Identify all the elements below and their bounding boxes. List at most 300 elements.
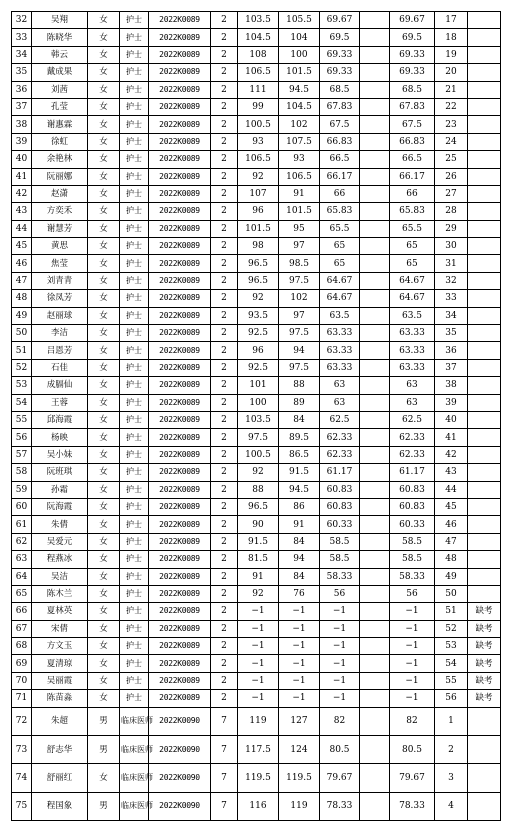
gender-cell: 男 — [88, 736, 120, 764]
table-row — [12, 446, 501, 463]
written-score-cell: 100 — [238, 394, 279, 411]
remark-cell — [468, 707, 501, 735]
final-score-cell: 63.33 — [390, 359, 435, 376]
final-score-cell: 64.67 — [390, 272, 435, 289]
extra-score-cell — [360, 707, 390, 735]
gender-cell: 女 — [88, 255, 120, 272]
table-row — [12, 185, 501, 202]
table-row — [12, 464, 501, 481]
recruit-count-cell: 2 — [211, 255, 238, 272]
extra-score-cell — [360, 12, 390, 29]
position-cell: 护士 — [120, 272, 149, 289]
combined-score-cell: 68.5 — [320, 81, 360, 98]
table-body — [12, 12, 501, 821]
written-score-cell: 103.5 — [238, 411, 279, 428]
interview-score-cell: 89.5 — [279, 429, 320, 446]
position-code-cell: 2022K0090 — [149, 707, 211, 735]
position-code-cell: 2022K0089 — [149, 551, 211, 568]
candidate-name-cell: 吴爱元 — [32, 533, 88, 550]
extra-score-cell — [360, 464, 390, 481]
rank-cell: 41 — [435, 429, 468, 446]
combined-score-cell: −1 — [320, 655, 360, 672]
position-code-cell: 2022K0089 — [149, 220, 211, 237]
recruit-count-cell: 7 — [211, 764, 238, 792]
gender-cell: 女 — [88, 764, 120, 792]
row-number-cell: 54 — [12, 394, 32, 411]
position-cell: 护士 — [120, 446, 149, 463]
written-score-cell: 106.5 — [238, 151, 279, 168]
final-score-cell: 60.83 — [390, 498, 435, 515]
gender-cell: 女 — [88, 133, 120, 150]
written-score-cell: −1 — [238, 620, 279, 637]
remark-cell — [468, 516, 501, 533]
table-row — [12, 707, 501, 735]
rank-cell: 38 — [435, 377, 468, 394]
combined-score-cell: 66 — [320, 185, 360, 202]
combined-score-cell: 62.5 — [320, 411, 360, 428]
position-cell: 护士 — [120, 516, 149, 533]
interview-score-cell: 94 — [279, 551, 320, 568]
position-code-cell: 2022K0089 — [149, 377, 211, 394]
rank-cell: 18 — [435, 29, 468, 46]
position-code-cell: 2022K0089 — [149, 394, 211, 411]
written-score-cell: 100.5 — [238, 116, 279, 133]
final-score-cell: 80.5 — [390, 736, 435, 764]
remark-cell: 缺考 — [468, 690, 501, 707]
gender-cell: 女 — [88, 568, 120, 585]
table-row — [12, 394, 501, 411]
remark-cell — [468, 736, 501, 764]
remark-cell — [468, 64, 501, 81]
interview-score-cell: 104 — [279, 29, 320, 46]
recruit-count-cell: 2 — [211, 81, 238, 98]
table-row — [12, 290, 501, 307]
rank-cell: 1 — [435, 707, 468, 735]
position-code-cell: 2022K0089 — [149, 46, 211, 63]
table-row — [12, 411, 501, 428]
remark-cell — [468, 12, 501, 29]
row-number-cell: 65 — [12, 585, 32, 602]
interview-score-cell: 107.5 — [279, 133, 320, 150]
final-score-cell: 62.33 — [390, 429, 435, 446]
candidate-name-cell: 徐凤芳 — [32, 290, 88, 307]
extra-score-cell — [360, 255, 390, 272]
interview-score-cell: 94.5 — [279, 81, 320, 98]
position-cell: 临床医师 — [120, 707, 149, 735]
combined-score-cell: 80.5 — [320, 736, 360, 764]
position-cell: 护士 — [120, 498, 149, 515]
position-cell: 护士 — [120, 238, 149, 255]
extra-score-cell — [360, 736, 390, 764]
position-cell: 护士 — [120, 620, 149, 637]
position-code-cell: 2022K0089 — [149, 655, 211, 672]
candidate-name-cell: 孙霜 — [32, 481, 88, 498]
interview-score-cell: −1 — [279, 603, 320, 620]
position-cell: 护士 — [120, 290, 149, 307]
recruit-count-cell: 2 — [211, 603, 238, 620]
candidate-name-cell: 吴洁 — [32, 568, 88, 585]
position-code-cell: 2022K0089 — [149, 98, 211, 115]
row-number-cell: 73 — [12, 736, 32, 764]
row-number-cell: 75 — [12, 792, 32, 820]
interview-score-cell: 119 — [279, 792, 320, 820]
combined-score-cell: 67.5 — [320, 116, 360, 133]
final-score-cell: 65.5 — [390, 220, 435, 237]
position-cell: 护士 — [120, 359, 149, 376]
written-score-cell: 103.5 — [238, 12, 279, 29]
written-score-cell: 116 — [238, 792, 279, 820]
position-code-cell: 2022K0089 — [149, 203, 211, 220]
extra-score-cell — [360, 481, 390, 498]
recruit-count-cell: 2 — [211, 672, 238, 689]
position-code-cell: 2022K0089 — [149, 151, 211, 168]
row-number-cell: 43 — [12, 203, 32, 220]
gender-cell: 女 — [88, 203, 120, 220]
combined-score-cell: −1 — [320, 690, 360, 707]
rank-cell: 29 — [435, 220, 468, 237]
gender-cell: 女 — [88, 325, 120, 342]
interview-score-cell: 97 — [279, 307, 320, 324]
combined-score-cell: 66.5 — [320, 151, 360, 168]
gender-cell: 女 — [88, 498, 120, 515]
table-row — [12, 29, 501, 46]
table-row — [12, 533, 501, 550]
recruit-count-cell: 2 — [211, 116, 238, 133]
gender-cell: 女 — [88, 377, 120, 394]
written-score-cell: 96.5 — [238, 255, 279, 272]
extra-score-cell — [360, 394, 390, 411]
gender-cell: 女 — [88, 551, 120, 568]
recruit-count-cell: 2 — [211, 272, 238, 289]
final-score-cell: 62.33 — [390, 446, 435, 463]
remark-cell — [468, 533, 501, 550]
recruit-count-cell: 2 — [211, 429, 238, 446]
written-score-cell: 91 — [238, 568, 279, 585]
candidate-name-cell: 谢慧芳 — [32, 220, 88, 237]
position-cell: 护士 — [120, 342, 149, 359]
written-score-cell: 93.5 — [238, 307, 279, 324]
written-score-cell: 119.5 — [238, 764, 279, 792]
position-code-cell: 2022K0089 — [149, 672, 211, 689]
interview-score-cell: 94.5 — [279, 481, 320, 498]
written-score-cell: 108 — [238, 46, 279, 63]
table-row — [12, 568, 501, 585]
table-row — [12, 429, 501, 446]
position-code-cell: 2022K0089 — [149, 411, 211, 428]
row-number-cell: 48 — [12, 290, 32, 307]
remark-cell: 缺考 — [468, 655, 501, 672]
gender-cell: 女 — [88, 655, 120, 672]
interview-score-cell: 102 — [279, 116, 320, 133]
position-code-cell: 2022K0089 — [149, 238, 211, 255]
interview-score-cell: −1 — [279, 672, 320, 689]
final-score-cell: 68.5 — [390, 81, 435, 98]
interview-score-cell: 119.5 — [279, 764, 320, 792]
combined-score-cell: −1 — [320, 620, 360, 637]
position-code-cell: 2022K0089 — [149, 533, 211, 550]
rank-cell: 26 — [435, 168, 468, 185]
position-cell: 护士 — [120, 29, 149, 46]
written-score-cell: 99 — [238, 98, 279, 115]
extra-score-cell — [360, 272, 390, 289]
rank-cell: 45 — [435, 498, 468, 515]
rank-cell: 20 — [435, 64, 468, 81]
final-score-cell: 63 — [390, 394, 435, 411]
table-row — [12, 151, 501, 168]
table-row — [12, 516, 501, 533]
position-cell: 护士 — [120, 585, 149, 602]
interview-score-cell: 127 — [279, 707, 320, 735]
remark-cell — [468, 377, 501, 394]
extra-score-cell — [360, 792, 390, 820]
extra-score-cell — [360, 603, 390, 620]
extra-score-cell — [360, 46, 390, 63]
row-number-cell: 63 — [12, 551, 32, 568]
recruit-count-cell: 2 — [211, 655, 238, 672]
extra-score-cell — [360, 498, 390, 515]
position-code-cell: 2022K0089 — [149, 585, 211, 602]
written-score-cell: 107 — [238, 185, 279, 202]
recruit-count-cell: 2 — [211, 359, 238, 376]
candidate-name-cell: 阮海霞 — [32, 498, 88, 515]
remark-cell — [468, 168, 501, 185]
row-number-cell: 49 — [12, 307, 32, 324]
candidate-name-cell: 舒丽红 — [32, 764, 88, 792]
combined-score-cell: 63 — [320, 394, 360, 411]
combined-score-cell: 66.17 — [320, 168, 360, 185]
candidate-name-cell: 谢惠霖 — [32, 116, 88, 133]
remark-cell — [468, 325, 501, 342]
rank-cell: 43 — [435, 464, 468, 481]
rank-cell: 25 — [435, 151, 468, 168]
combined-score-cell: 63.5 — [320, 307, 360, 324]
interview-score-cell: 89 — [279, 394, 320, 411]
recruit-count-cell: 2 — [211, 185, 238, 202]
candidate-name-cell: 陈晓华 — [32, 29, 88, 46]
recruit-count-cell: 2 — [211, 568, 238, 585]
table-row — [12, 359, 501, 376]
rank-cell: 21 — [435, 81, 468, 98]
written-score-cell: 111 — [238, 81, 279, 98]
row-number-cell: 58 — [12, 464, 32, 481]
extra-score-cell — [360, 290, 390, 307]
extra-score-cell — [360, 377, 390, 394]
candidate-name-cell: 舒志华 — [32, 736, 88, 764]
position-cell: 护士 — [120, 411, 149, 428]
interview-score-cell: −1 — [279, 690, 320, 707]
table-row — [12, 220, 501, 237]
candidate-name-cell: 阮丽娜 — [32, 168, 88, 185]
combined-score-cell: 79.67 — [320, 764, 360, 792]
position-code-cell: 2022K0089 — [149, 12, 211, 29]
recruit-count-cell: 2 — [211, 220, 238, 237]
row-number-cell: 36 — [12, 81, 32, 98]
interview-score-cell: 84 — [279, 411, 320, 428]
candidate-name-cell: 刘茜 — [32, 81, 88, 98]
rank-cell: 53 — [435, 638, 468, 655]
row-number-cell: 45 — [12, 238, 32, 255]
remark-cell — [468, 568, 501, 585]
final-score-cell: 60.33 — [390, 516, 435, 533]
position-code-cell: 2022K0089 — [149, 603, 211, 620]
written-score-cell: 96.5 — [238, 498, 279, 515]
final-score-cell: 66.17 — [390, 168, 435, 185]
row-number-cell: 66 — [12, 603, 32, 620]
row-number-cell: 51 — [12, 342, 32, 359]
gender-cell: 女 — [88, 29, 120, 46]
candidate-name-cell: 陈木兰 — [32, 585, 88, 602]
interview-score-cell: 84 — [279, 533, 320, 550]
position-code-cell: 2022K0089 — [149, 464, 211, 481]
position-cell: 临床医师 — [120, 764, 149, 792]
gender-cell: 男 — [88, 792, 120, 820]
table-row — [12, 736, 501, 764]
row-number-cell: 69 — [12, 655, 32, 672]
recruit-count-cell: 2 — [211, 620, 238, 637]
candidate-name-cell: 邱海霞 — [32, 411, 88, 428]
extra-score-cell — [360, 429, 390, 446]
row-number-cell: 68 — [12, 638, 32, 655]
position-cell: 护士 — [120, 568, 149, 585]
position-cell: 护士 — [120, 638, 149, 655]
rank-cell: 42 — [435, 446, 468, 463]
position-code-cell: 2022K0089 — [149, 116, 211, 133]
rank-cell: 2 — [435, 736, 468, 764]
position-code-cell: 2022K0089 — [149, 690, 211, 707]
recruit-count-cell: 2 — [211, 12, 238, 29]
position-code-cell: 2022K0089 — [149, 516, 211, 533]
interview-score-cell: 97 — [279, 238, 320, 255]
written-score-cell: 101 — [238, 377, 279, 394]
candidate-name-cell: 黄思 — [32, 238, 88, 255]
recruit-count-cell: 2 — [211, 98, 238, 115]
position-cell: 护士 — [120, 203, 149, 220]
position-code-cell: 2022K0089 — [149, 185, 211, 202]
row-number-cell: 50 — [12, 325, 32, 342]
extra-score-cell — [360, 411, 390, 428]
interview-score-cell: 95 — [279, 220, 320, 237]
interview-score-cell: −1 — [279, 655, 320, 672]
extra-score-cell — [360, 185, 390, 202]
table-row — [12, 272, 501, 289]
row-number-cell: 62 — [12, 533, 32, 550]
recruit-count-cell: 2 — [211, 533, 238, 550]
interview-score-cell: 91 — [279, 516, 320, 533]
row-number-cell: 44 — [12, 220, 32, 237]
combined-score-cell: 63.33 — [320, 359, 360, 376]
candidate-name-cell: 赵潇 — [32, 185, 88, 202]
written-score-cell: 96.5 — [238, 272, 279, 289]
row-number-cell: 57 — [12, 446, 32, 463]
gender-cell: 女 — [88, 585, 120, 602]
combined-score-cell: 63.33 — [320, 325, 360, 342]
gender-cell: 女 — [88, 464, 120, 481]
position-code-cell: 2022K0089 — [149, 359, 211, 376]
gender-cell: 女 — [88, 290, 120, 307]
interview-score-cell: 124 — [279, 736, 320, 764]
candidate-name-cell: 徐虹 — [32, 133, 88, 150]
rank-cell: 17 — [435, 12, 468, 29]
combined-score-cell: −1 — [320, 638, 360, 655]
extra-score-cell — [360, 81, 390, 98]
extra-score-cell — [360, 325, 390, 342]
rank-cell: 28 — [435, 203, 468, 220]
table-row — [12, 585, 501, 602]
written-score-cell: 100.5 — [238, 446, 279, 463]
extra-score-cell — [360, 638, 390, 655]
final-score-cell: −1 — [390, 690, 435, 707]
extra-score-cell — [360, 307, 390, 324]
interview-score-cell: 101.5 — [279, 203, 320, 220]
rank-cell: 50 — [435, 585, 468, 602]
table-row — [12, 603, 501, 620]
position-code-cell: 2022K0089 — [149, 255, 211, 272]
interview-score-cell: 106.5 — [279, 168, 320, 185]
interview-score-cell: 76 — [279, 585, 320, 602]
rank-cell: 52 — [435, 620, 468, 637]
recruit-count-cell: 2 — [211, 307, 238, 324]
combined-score-cell: 62.33 — [320, 446, 360, 463]
remark-cell — [468, 255, 501, 272]
extra-score-cell — [360, 533, 390, 550]
rank-cell: 27 — [435, 185, 468, 202]
position-code-cell: 2022K0089 — [149, 638, 211, 655]
written-score-cell: −1 — [238, 672, 279, 689]
candidate-name-cell: 赵丽球 — [32, 307, 88, 324]
interview-score-cell: 84 — [279, 568, 320, 585]
position-cell: 护士 — [120, 533, 149, 550]
extra-score-cell — [360, 655, 390, 672]
recruit-count-cell: 7 — [211, 707, 238, 735]
final-score-cell: 78.33 — [390, 792, 435, 820]
combined-score-cell: 66.83 — [320, 133, 360, 150]
extra-score-cell — [360, 446, 390, 463]
extra-score-cell — [360, 133, 390, 150]
extra-score-cell — [360, 568, 390, 585]
combined-score-cell: 82 — [320, 707, 360, 735]
candidate-name-cell: 阮班琪 — [32, 464, 88, 481]
interview-score-cell: 100 — [279, 46, 320, 63]
row-number-cell: 55 — [12, 411, 32, 428]
final-score-cell: 65.83 — [390, 203, 435, 220]
position-cell: 护士 — [120, 672, 149, 689]
written-score-cell: 119 — [238, 707, 279, 735]
table-row — [12, 620, 501, 637]
position-cell: 临床医师 — [120, 736, 149, 764]
position-cell: 护士 — [120, 46, 149, 63]
written-score-cell: 96 — [238, 342, 279, 359]
rank-cell: 55 — [435, 672, 468, 689]
position-code-cell: 2022K0089 — [149, 446, 211, 463]
row-number-cell: 40 — [12, 151, 32, 168]
row-number-cell: 52 — [12, 359, 32, 376]
gender-cell: 女 — [88, 638, 120, 655]
candidate-name-cell: 吴翔 — [32, 12, 88, 29]
candidate-name-cell: 王蓉 — [32, 394, 88, 411]
written-score-cell: 96 — [238, 203, 279, 220]
recruit-count-cell: 2 — [211, 29, 238, 46]
gender-cell: 女 — [88, 46, 120, 63]
position-cell: 护士 — [120, 307, 149, 324]
recruit-count-cell: 2 — [211, 238, 238, 255]
candidate-name-cell: 焦莹 — [32, 255, 88, 272]
table-row — [12, 690, 501, 707]
candidate-name-cell: 程国象 — [32, 792, 88, 820]
row-number-cell: 39 — [12, 133, 32, 150]
written-score-cell: 101.5 — [238, 220, 279, 237]
combined-score-cell: 64.67 — [320, 290, 360, 307]
position-cell: 护士 — [120, 481, 149, 498]
